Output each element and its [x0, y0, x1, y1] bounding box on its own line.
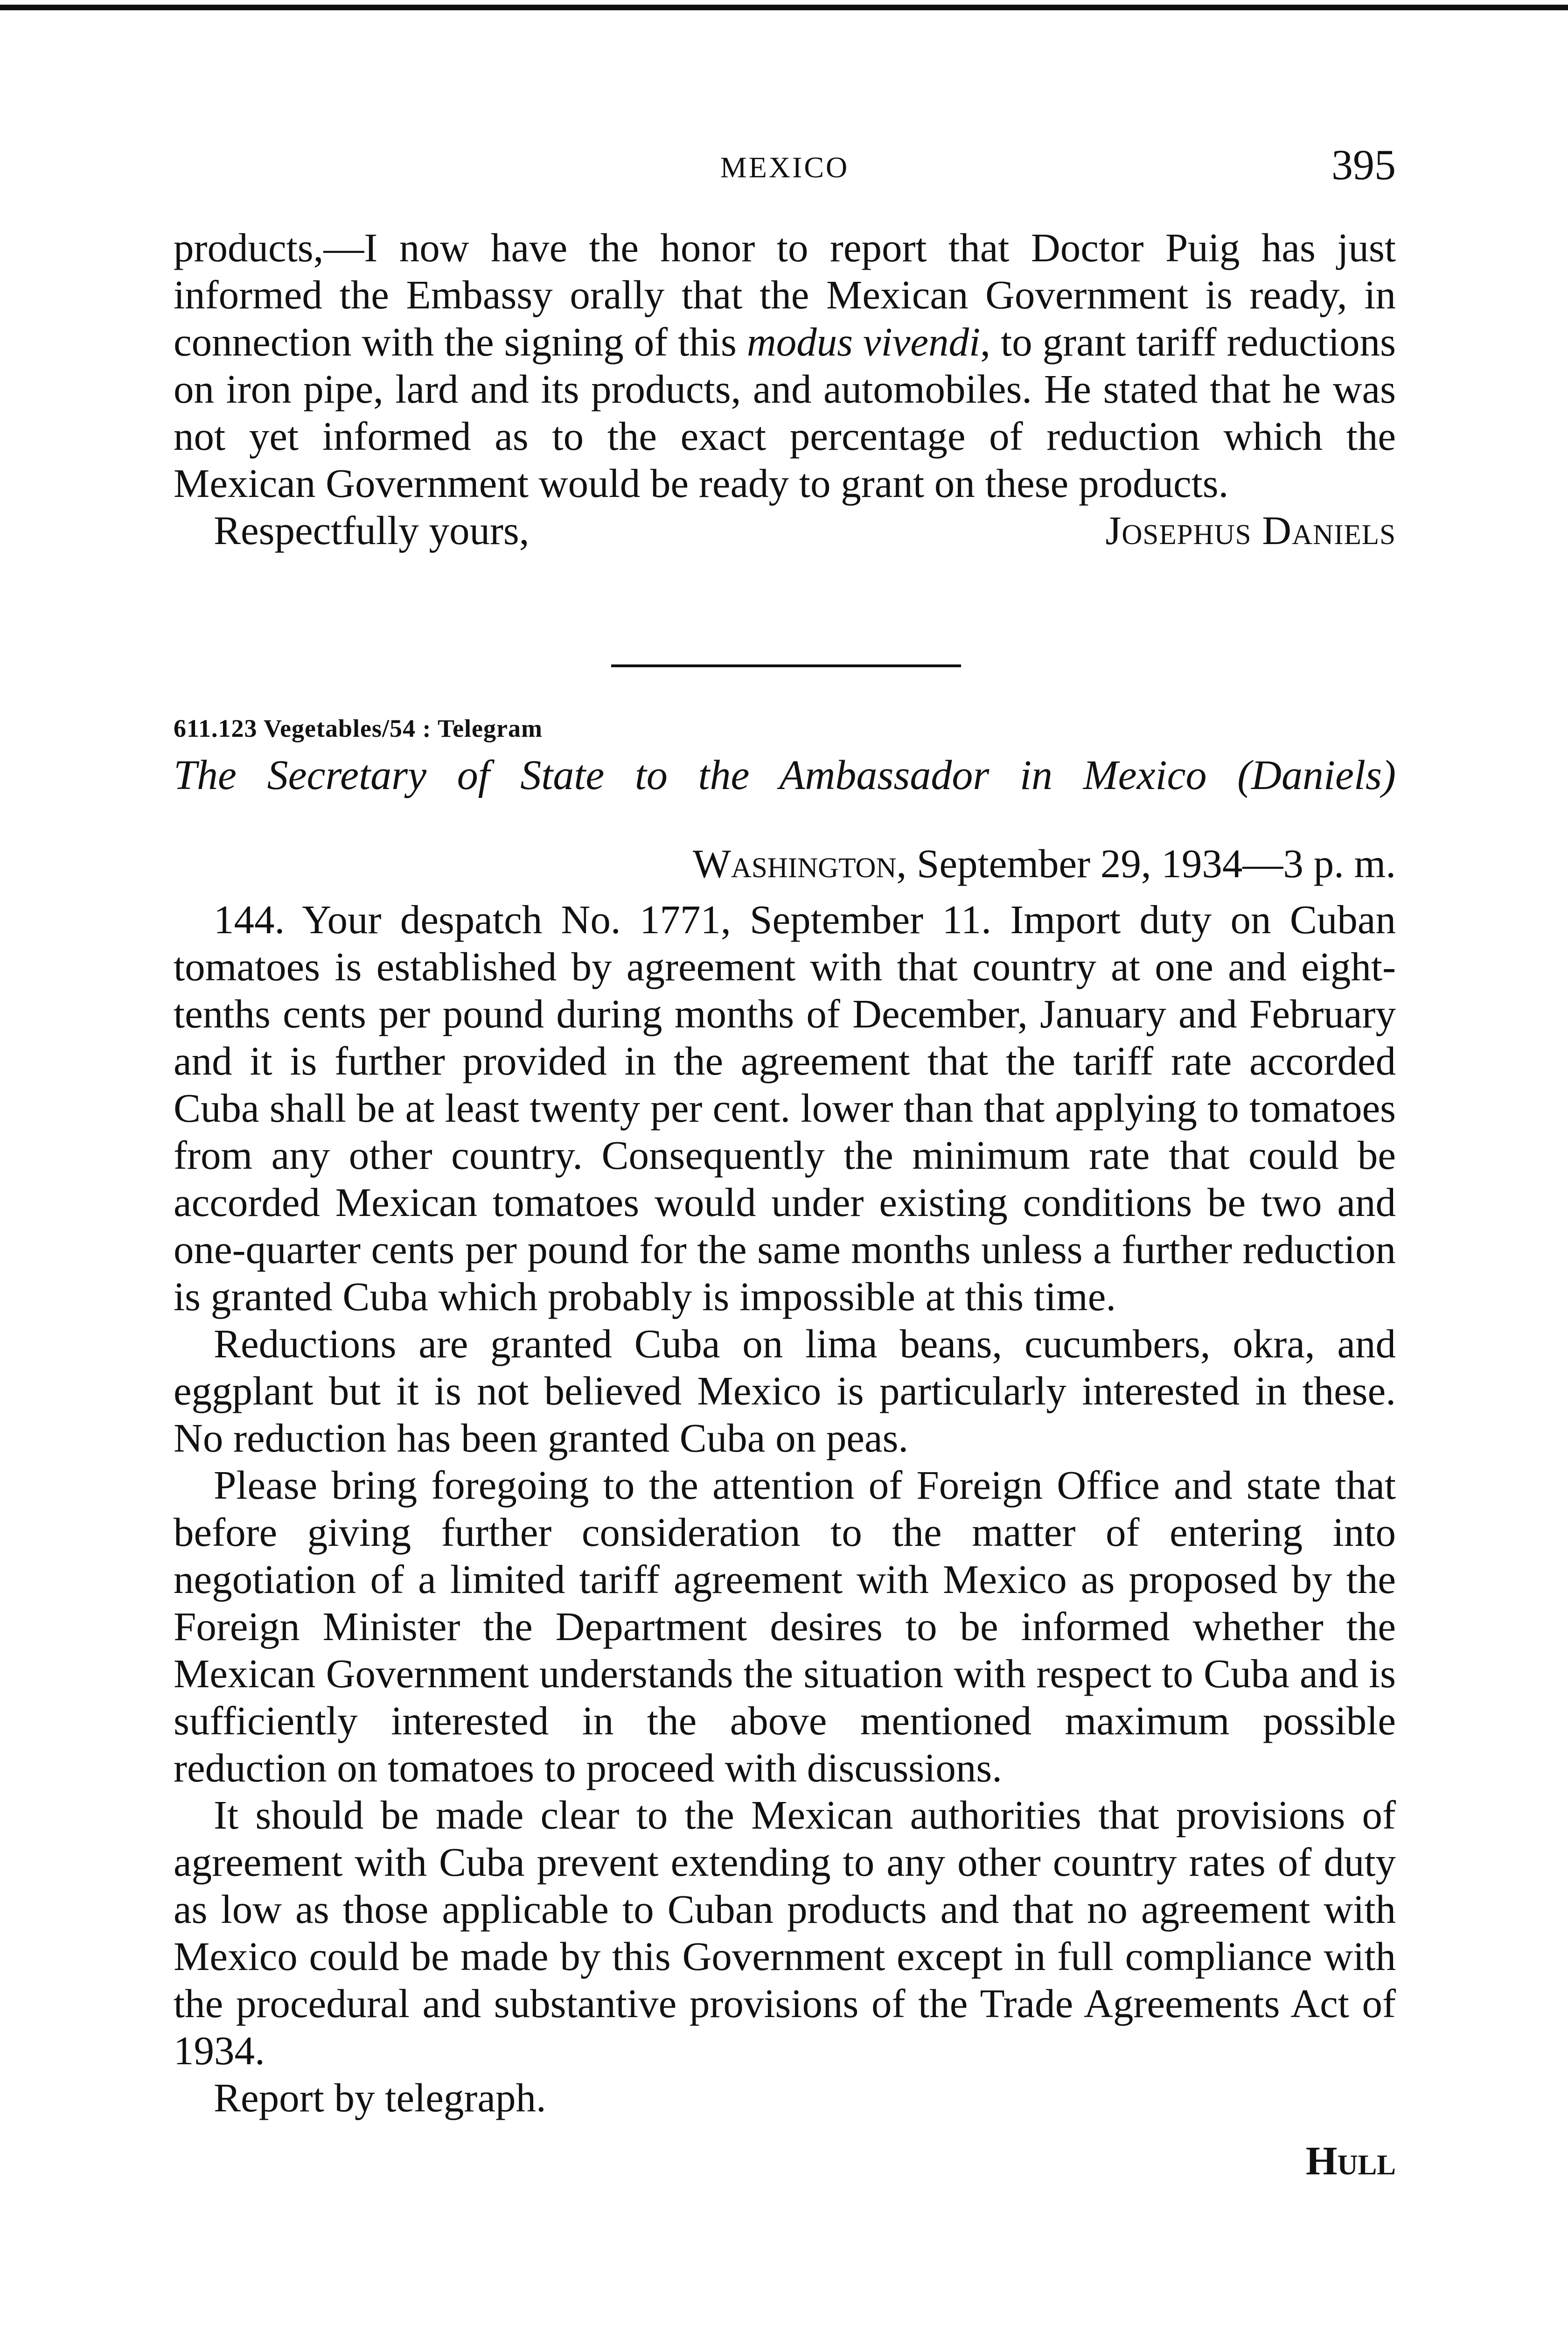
italic-phrase-modus-vivendi: modus vivendi: [746, 319, 981, 364]
letter-text-part2: , to grant tariff reductions on iron pipe, lard and its products, and automobiles. He stated that he was not yet informed as to the exact percentage of reduction which the Mexican Government would be ready to grant on these products.: [174, 319, 1396, 506]
telegram-paragraph-3: Please bring foregoing to the attention of Foreign Office and state that before giving further consideration to the matter of entering into negotiation of a limited tariff agreement with Mexico as proposed by the Foreign Minister the Department desires to be informed whether the Mexican Government understands the situation with respect to Cuba and is sufficiently interested in the above mentioned maximum possible reduction on tomatoes to proceed with discussions.: [174, 1462, 1396, 1790]
section-divider: [611, 664, 961, 667]
letter-paragraph: [174, 224, 1396, 507]
letter-closing: Respectfully yours,: [214, 508, 530, 553]
letter-text-part1: products,—I now have the honor to report that Doctor Puig has just informed the Embassy orally that the Mexican Government is ready, in connection with the signing of this: [174, 225, 1396, 364]
telegram-body: [174, 896, 1396, 2121]
telegram-paragraph-4: It should be made clear to the Mexican authorities that provisions of agreement with Cuba prevent extending to any other country rates of duty as low as those applicable to Cuban products and that no agreement with Mexico could be made by this Government except in full compliance with the procedural and substantive provisions of the Trade Agreements Act of 1934.: [174, 1792, 1396, 2073]
top-border-rule: [0, 5, 1568, 10]
letter-continuation: [174, 224, 1396, 554]
dateline-place: Washington: [692, 841, 897, 886]
dateline-date: , September 29, 1934—3 p. m.: [896, 841, 1396, 886]
telegram-paragraph-1: 144. Your despatch No. 1771, September 11. Import duty on Cuban tomatoes is established by agreement with that country at one and eight-tenths cents per pound during months of December, January and February and it is further provided in the agreement that the tariff rate accorded Cuba shall be at least twenty per cent. lower than that applying to tomatoes from any other country. Consequently the minimum rate that could be accorded Mexican tomatoes would under existing conditions be two and one-quarter cents per pound for the same months unless a further reduction is granted Cuba which probably is impossible at this time.: [174, 897, 1396, 1319]
page-header: [174, 140, 1396, 191]
dateline: [693, 840, 1396, 887]
telegram-paragraph-2: Reductions are granted Cuba on lima beans, cucumbers, okra, and eggplant but it is not believed Mexico is particularly interested in these. No reduction has been granted Cuba on peas.: [174, 1321, 1396, 1460]
file-reference: 611.123 Vegetables/54 : Telegram: [174, 714, 543, 742]
telegram-paragraph-5: Report by telegraph.: [214, 2075, 546, 2120]
document-title: The Secretary of State to the Ambassador in Mexico (Daniels): [174, 752, 1396, 798]
page-number: 395: [1331, 141, 1396, 189]
letter-signature: Josephus Daniels: [1105, 508, 1396, 553]
closing-line: [174, 507, 1396, 554]
running-head: MEXICO: [720, 151, 850, 184]
telegram-signature: Hull: [1305, 2138, 1396, 2183]
